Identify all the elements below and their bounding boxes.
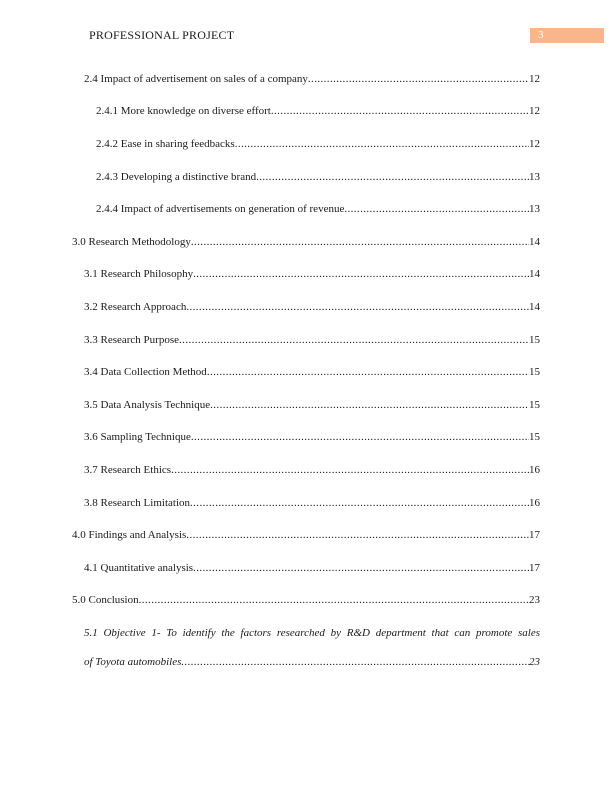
toc-entry-page: 14 [529, 236, 540, 248]
toc-leader-dots [193, 268, 529, 281]
toc-entry-page: 16 [529, 464, 540, 476]
toc-entry-page: 13 [529, 171, 540, 183]
toc-entry-2-4[interactable] [84, 73, 540, 86]
toc-entry-page: 14 [529, 301, 540, 313]
toc-leader-dots [235, 138, 529, 151]
toc-leader-dots [171, 464, 529, 477]
toc-leader-dots [139, 594, 529, 607]
toc-entry-label: 2.4.3 Developing a distinctive brand [96, 171, 257, 183]
toc-leader-dots [186, 529, 529, 542]
toc-entry-page: 14 [529, 268, 540, 280]
toc-entry-page: 15 [529, 366, 540, 378]
toc-entry-2-4-4[interactable] [96, 203, 540, 216]
toc-entry-3-1[interactable] [84, 268, 540, 281]
toc-entry-4-0[interactable] [72, 529, 540, 542]
toc-leader-dots [191, 236, 529, 249]
toc-entry-label: 3.2 Research Approach [84, 301, 187, 313]
toc-entry-label: 3.4 Data Collection Method [84, 366, 207, 378]
toc-entry-4-1[interactable] [84, 562, 540, 575]
toc-entry-3-4[interactable] [84, 366, 540, 379]
toc-entry-label: 5.0 Conclusion [72, 594, 139, 606]
toc-entry-label: 2.4 Impact of advertisement on sales of a company [84, 73, 308, 85]
toc-entry-page: 16 [529, 497, 540, 509]
toc-entry-5-1[interactable] [84, 656, 540, 669]
toc-leader-dots [190, 497, 529, 510]
toc-entry-5-1-line1[interactable]: 5.1 Objective 1- To identify the factors researched by R&D department that can promote sales [84, 627, 540, 639]
toc-entry-label: 3.7 Research Ethics [84, 464, 172, 476]
toc-entry-3-2[interactable] [84, 301, 540, 314]
toc-entry-2-4-2[interactable] [96, 138, 540, 151]
toc-entry-page: 15 [529, 334, 540, 346]
toc-entry-page: 12 [529, 73, 540, 85]
toc-entry-label: 3.6 Sampling Technique [84, 431, 191, 443]
toc-entry-page: 12 [529, 105, 540, 117]
toc-leader-dots [344, 203, 529, 216]
toc-entry-page: 23 [529, 594, 540, 606]
toc-leader-dots [186, 301, 529, 314]
toc-entry-5-0[interactable] [72, 594, 540, 607]
toc-leader-dots [210, 399, 529, 412]
toc-entry-3-7[interactable] [84, 464, 540, 477]
toc-leader-dots [181, 656, 529, 669]
toc-entry-label: 3.3 Research Purpose [84, 334, 180, 346]
toc-entry-label: 2.4.1 More knowledge on diverse effort [96, 105, 271, 117]
toc-entry-page: 13 [529, 203, 540, 215]
toc-leader-dots [191, 431, 529, 444]
toc-entry-2-4-3[interactable] [96, 171, 540, 184]
toc-leader-dots [308, 73, 529, 86]
toc-entry-page: 12 [529, 138, 540, 150]
toc-entry-label: 4.1 Quantitative analysis [84, 562, 194, 574]
toc-leader-dots [256, 171, 529, 184]
toc-entry-page: 17 [529, 562, 540, 574]
toc-leader-dots [179, 334, 529, 347]
toc-entry-label: of Toyota automobiles [84, 656, 182, 668]
toc-leader-dots [271, 105, 529, 118]
toc-entry-3-0[interactable] [72, 236, 540, 249]
toc-entry-page: 17 [529, 529, 540, 541]
toc-entry-label: 3.8 Research Limitation [84, 497, 190, 509]
toc-leader-dots [193, 562, 529, 575]
toc-entry-label: 3.5 Data Analysis Technique [84, 399, 211, 411]
toc-entry-label: 2.4.4 Impact of advertisements on generation of revenue [96, 203, 345, 215]
toc-entry-3-3[interactable] [84, 334, 540, 347]
toc-entry-3-6[interactable] [84, 431, 540, 444]
toc-entry-page: 23 [529, 656, 540, 668]
toc-entry-label: 2.4.2 Ease in sharing feedbacks [96, 138, 235, 150]
toc-entry-3-8[interactable] [84, 497, 540, 510]
toc-entry-page: 15 [529, 431, 540, 443]
toc-entry-label: 4.0 Findings and Analysis [72, 529, 187, 541]
toc-entry-page: 15 [529, 399, 540, 411]
toc-entry-3-5[interactable] [84, 399, 540, 412]
toc-leader-dots [207, 366, 529, 379]
toc-entry-2-4-1[interactable] [96, 105, 540, 118]
running-header-title: PROFESSIONAL PROJECT [89, 28, 235, 42]
toc-entry-label: 3.1 Research Philosophy [84, 268, 194, 280]
page-number-badge: 3 [530, 28, 604, 43]
toc-entry-label: 3.0 Research Methodology [72, 236, 191, 248]
